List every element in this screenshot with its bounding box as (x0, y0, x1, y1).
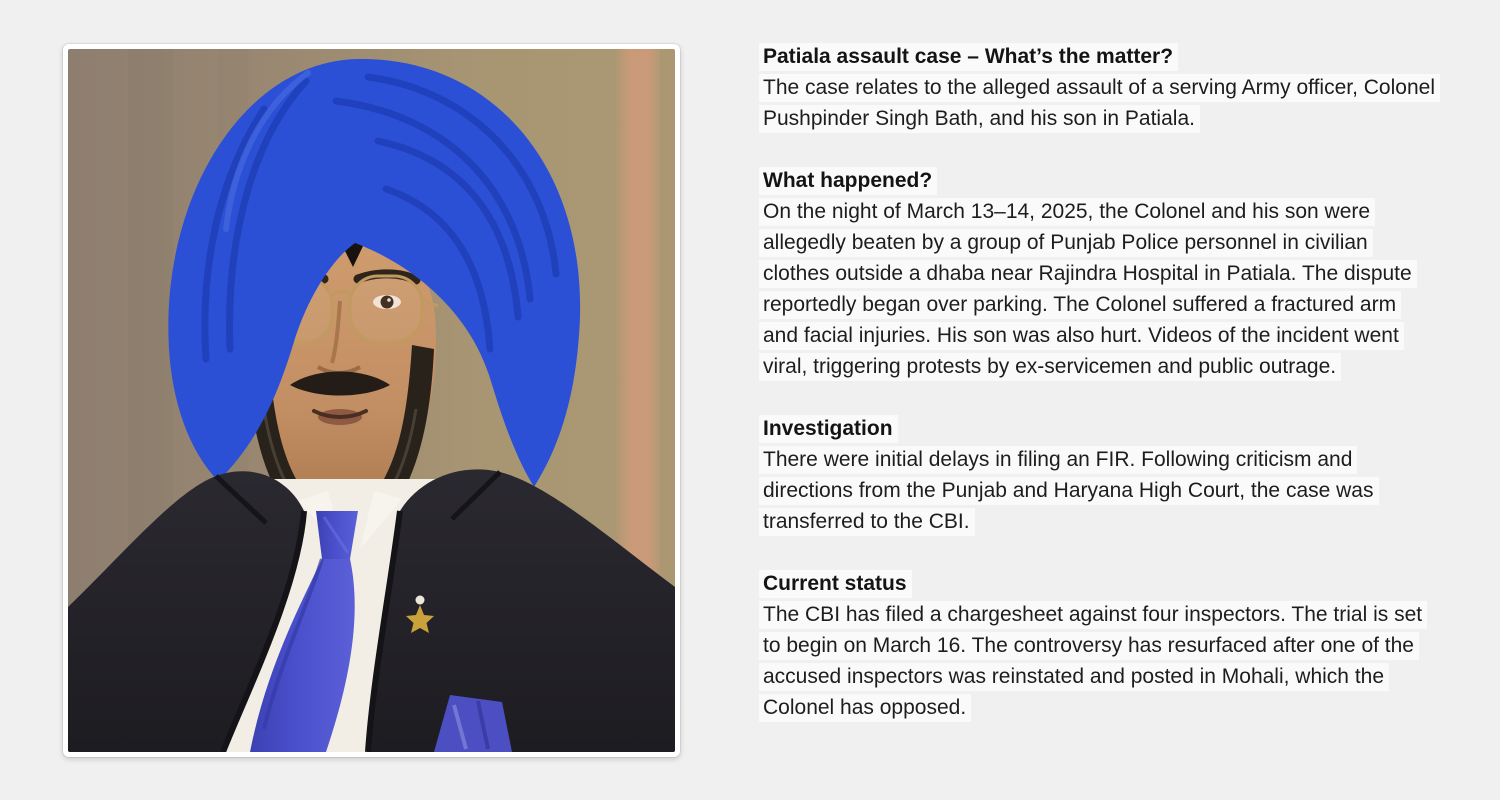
section-investigation (763, 413, 1435, 537)
section-current-status (763, 568, 1435, 723)
section-heading: Investigation (763, 413, 1435, 444)
section-what-happened (763, 165, 1435, 382)
section-body: The case relates to the alleged assault of a serving Army officer, Colonel Pushpinder Singh Bath, and his son in Patiala. (763, 72, 1435, 134)
section-body: The CBI has filed a chargesheet against four inspectors. The trial is set to begin on March 16. The controversy has resurfaced after one of the accused inspectors was reinstated and posted in Mohali, which the Colonel has opposed. (763, 599, 1435, 723)
article-text (763, 41, 1435, 723)
section-whats-the-matter (763, 41, 1435, 134)
section-heading: What happened? (763, 165, 1435, 196)
section-heading: Current status (763, 568, 1435, 599)
section-body: There were initial delays in filing an FIR. Following criticism and directions from the Punjab and Haryana High Court, the case was transferred to the CBI. (763, 444, 1435, 537)
portrait-illustration (68, 49, 675, 752)
section-heading: Patiala assault case – What’s the matter? (763, 41, 1435, 72)
section-body: On the night of March 13–14, 2025, the Colonel and his son were allegedly beaten by a group of Punjab Police personnel in civilian clothes outside a dhaba near Rajindra Hospital in Patiala. The dispute reportedly began over parking. The Colonel suffered a fractured arm and facial injuries. His son was also hurt. Videos of the incident went viral, triggering protests by ex-servicemen and public outrage. (763, 196, 1435, 382)
portrait-photo (63, 44, 680, 757)
